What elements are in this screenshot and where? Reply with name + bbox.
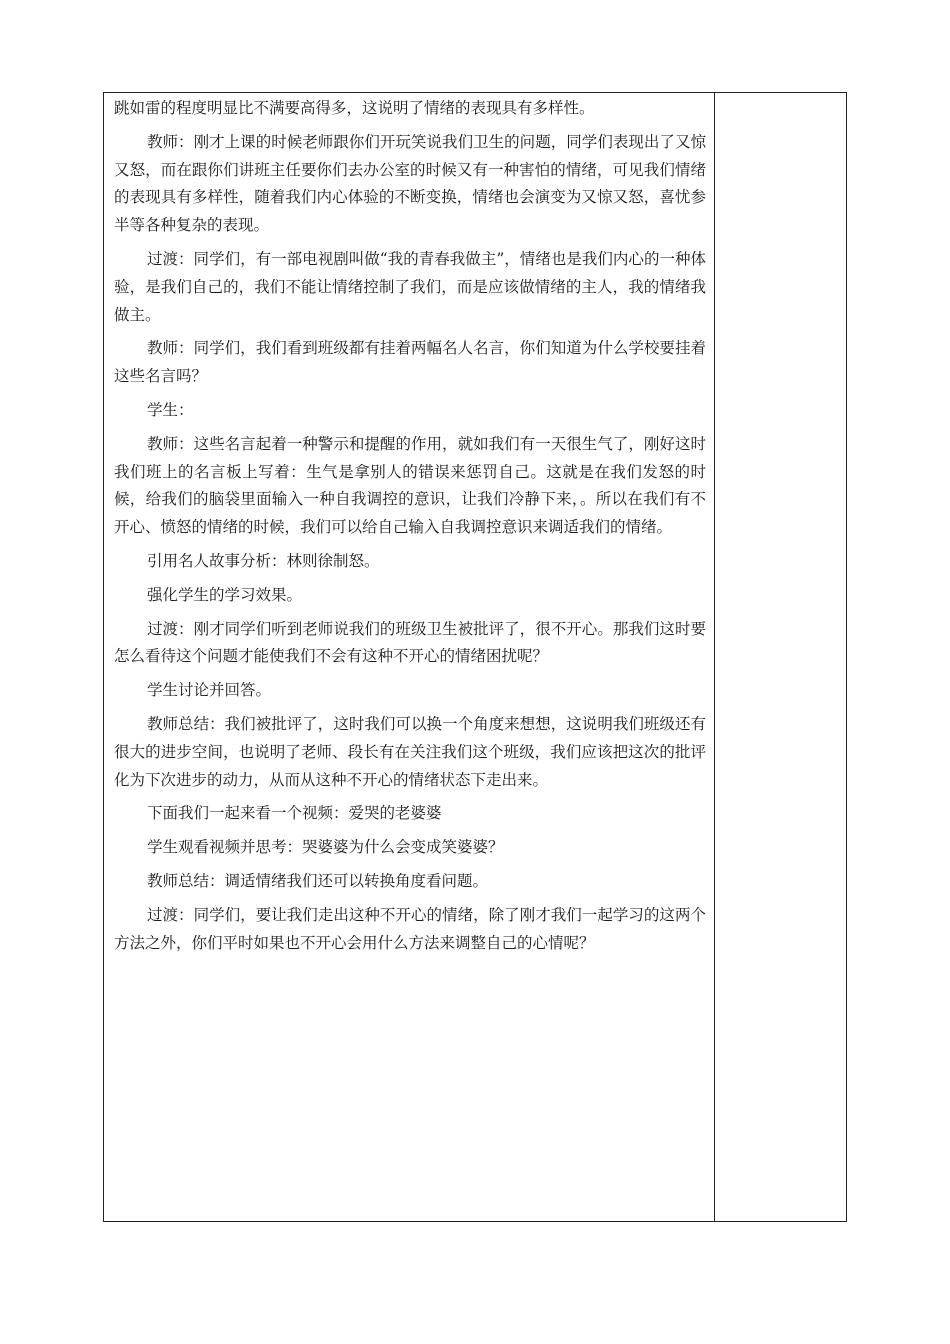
paragraph: 下面我们一起来看一个视频：爱哭的老婆婆 (147, 804, 442, 823)
paragraph: 教师：刚才上课的时候老师跟你们开玩笑说我们卫生的问题，同学们表现出了又惊又怒，而在跟你们讲班主任要你们去办公室的时候又有一种害怕的情绪，可见我们情绪的表现具有多样性，随着我们内心体验的不断变换，情绪也会演变为又惊又怒，喜忧参半等各种复杂的表现。 (114, 132, 706, 235)
paragraph: 过渡：同学们，有一部电视剧叫做“我的青春我做主”，情绪也是我们内心的一种体验，是我们自己的，我们不能让情绪控制了我们，而是应该做情绪的主人，我的情绪我做主。 (114, 249, 706, 324)
paragraph: 教师：这些名言起着一种警示和提醒的作用，就如我们有一天很生气了，刚好这时我们班上的名言板上写着：生气是拿别人的错误来惩罚自己。这就是在我们发怒的时候，给我们的脑袋里面输入一种自我调控的意识，让我们冷静下来，。所以在我们有不开心、愤怒的情绪的时候，我们可以给自己输入自我调控意识来调适我们的情绪。 (114, 434, 706, 537)
paragraph: 教师总结：调适情绪我们还可以转换角度看问题。 (147, 871, 489, 890)
paragraph: 引用名人故事分析：林则徐制怒。 (147, 551, 380, 570)
notes-cell (715, 93, 846, 1221)
paragraph: 过渡：同学们，要让我们走出这种不开心的情绪，除了刚才我们一起学习的这两个方法之外，你们平时如果也不开心会用什么方法来调整自己的心情呢？ (114, 905, 706, 952)
paragraph: 跳如雷的程度明显比不满要高得多，这说明了情绪的表现具有多样性。 (114, 99, 595, 117)
paragraph: 强化学生的学习效果。 (147, 585, 303, 604)
lesson-table (103, 92, 847, 1222)
paragraph: 教师总结：我们被批评了，这时我们可以换一个角度来想想，这说明我们班级还有很大的进步空间，也说明了老师、段长有在关注我们这个班级，我们应该把这次的批评化为下次进步的动力，从而从这种不开心的情绪状态下走出来。 (114, 714, 706, 789)
paragraph: 学生： (147, 400, 194, 419)
paragraph: 学生讨论并回答。 (147, 681, 272, 700)
paragraph: 过渡：刚才同学们听到老师说我们的班级卫生被批评了，很不开心。那我们这时要怎么看待这个问题才能使我们不会有这种不开心的情绪困扰呢？ (114, 619, 706, 666)
lesson-content-cell (104, 93, 715, 1221)
paragraph: 教师：同学们，我们看到班级都有挂着两幅名人名言，你们知道为什么学校要挂着这些名言吗？ (114, 339, 706, 386)
paragraph: 学生观看视频并思考：哭婆婆为什么会变成笑婆婆？ (147, 838, 504, 857)
